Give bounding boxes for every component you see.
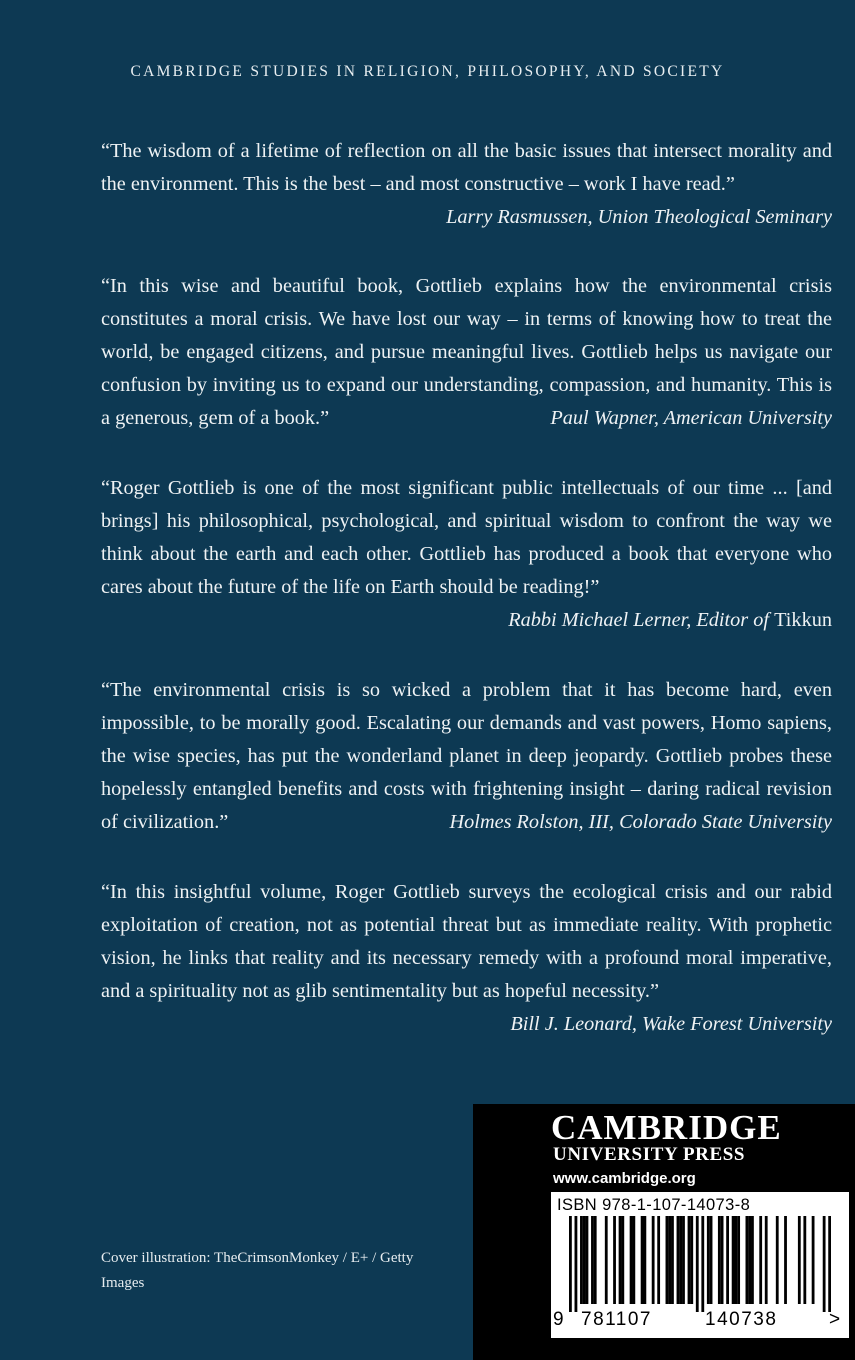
- barcode-digit-first: 9: [553, 1309, 566, 1330]
- blurb-attribution: Paul Wapner, American University: [550, 406, 832, 429]
- barcode-bar: [823, 1216, 826, 1312]
- blurb: [101, 270, 832, 434]
- barcode-bar: [643, 1216, 646, 1304]
- barcode-bar: [734, 1216, 737, 1304]
- blurb-attribution: Larry Rasmussen, Union Theological Seminary: [446, 205, 832, 228]
- barcode-bar: [707, 1216, 710, 1304]
- barcode-bar: [668, 1216, 671, 1304]
- barcode-bar: [765, 1216, 768, 1304]
- barcode-block: [551, 1192, 849, 1338]
- series-title: CAMBRIDGE STUDIES IN RELIGION, PHILOSOPHY, AND SOCIETY: [130, 63, 725, 80]
- barcode: [569, 1216, 831, 1312]
- barcode-digit-group-right: 140738: [705, 1309, 778, 1330]
- blurb: [101, 876, 832, 1040]
- barcode-bar: [580, 1216, 583, 1304]
- barcode-bar: [732, 1216, 735, 1304]
- barcode-bar: [718, 1216, 721, 1304]
- barcode-bar: [812, 1216, 815, 1304]
- barcode-bar: [710, 1216, 713, 1304]
- barcode-bar: [679, 1216, 682, 1304]
- blurb: [101, 135, 832, 233]
- blurb-quote: “In this wise and beautiful book, Gottlieb explains how the environmental crisis constitutes a moral crisis. We have lost our way – in terms of knowing how to treat the world, be engaged citizens, and pursue meaningful lives. Gottlieb helps us navigate our confusion by inviting us to expand our understanding, compassion, and humanity. This is a generous, gem of a book.” Paul Wapner, American University: [101, 270, 832, 434]
- barcode-bar: [641, 1216, 644, 1304]
- publisher-url: www.cambridge.org: [553, 1170, 696, 1187]
- barcode-bar: [569, 1216, 572, 1312]
- barcode-bar: [688, 1216, 691, 1304]
- barcode-bar: [657, 1216, 660, 1304]
- barcode-bar: [605, 1216, 608, 1304]
- blurb-quote: “The environmental crisis is so wicked a problem that it has become hard, even impossible, to be morally good. Escalating our demands and vast powers, Homo sapiens, the wise species, has put the wonderland planet in deep jeopardy. Gottlieb probes these hopelessly entangled benefits and costs with frightening insight – daring radical revision of civilization.” Holmes Rolston, III, Colorado State University: [101, 674, 832, 838]
- barcode-bar: [776, 1216, 779, 1304]
- barcode-bar: [666, 1216, 669, 1304]
- barcode-bar: [696, 1216, 699, 1312]
- publisher-name: CAMBRIDGE: [551, 1108, 782, 1147]
- barcode-bar: [798, 1216, 801, 1304]
- barcode-bar: [591, 1216, 594, 1304]
- barcode-bar: [619, 1216, 622, 1304]
- barcode-bar: [701, 1216, 704, 1312]
- barcode-bar: [746, 1216, 749, 1304]
- blurbs: [101, 135, 832, 1078]
- barcode-bar: [759, 1216, 762, 1304]
- barcode-bar: [784, 1216, 787, 1304]
- isbn-label: ISBN 978-1-107-14073-8: [557, 1196, 751, 1214]
- barcode-bar: [671, 1216, 674, 1304]
- barcode-bar: [721, 1216, 724, 1304]
- blurb-quote: “The wisdom of a lifetime of reflection on all the basic issues that intersect morality and the environment. This is the best – and most constructive – work I have read.”: [101, 140, 832, 195]
- barcode-bar: [682, 1216, 685, 1304]
- barcode-bar: [575, 1216, 578, 1312]
- barcode-bar: [828, 1216, 831, 1312]
- cover-credit: Cover illustration: TheCrimsonMonkey / E+ / Getty Images: [101, 1250, 414, 1291]
- barcode-bar: [583, 1216, 586, 1304]
- blurb-quote: “In this insightful volume, Roger Gottlieb surveys the ecological crisis and our rabid exploitation of creation, not as potential threat but as immediate reality. With prophetic vision, he links that reality and its necessary remedy with a profound moral imperative, and a spirituality not as glib sentimentality but as hopeful necessity.”: [101, 881, 832, 1002]
- barcode-arrow: >: [829, 1309, 842, 1330]
- barcode-bar: [621, 1216, 624, 1304]
- publication-title: Tikkun: [774, 608, 832, 631]
- barcode-bar: [803, 1216, 806, 1304]
- publisher-block: [473, 1104, 855, 1360]
- publisher-press: UNIVERSITY PRESS: [553, 1144, 746, 1165]
- blurb-attribution: Holmes Rolston, III, Colorado State University: [449, 810, 832, 833]
- barcode-bar: [737, 1216, 740, 1304]
- blurb: [101, 674, 832, 838]
- barcode-bar: [748, 1216, 751, 1304]
- barcode-bar: [751, 1216, 754, 1304]
- barcode-bar: [726, 1216, 729, 1304]
- barcode-bar: [632, 1216, 635, 1304]
- barcode-bar: [613, 1216, 616, 1304]
- blurb-quote: “Roger Gottlieb is one of the most significant public intellectuals of our time ... [and brings] his philosophical, psychological, and spiritual wisdom to confront the way we think about the earth and each other. Gottlieb has produced a book that everyone who cares about the future of the life on Earth should be reading!”: [101, 477, 832, 598]
- blurb: [101, 472, 832, 636]
- barcode-bar: [586, 1216, 589, 1304]
- barcode-bar: [677, 1216, 680, 1304]
- blurb-attribution: Rabbi Michael Lerner, Editor of Tikkun: [508, 608, 832, 631]
- barcode-bar: [594, 1216, 597, 1304]
- barcode-bar: [630, 1216, 633, 1304]
- barcode-bar: [690, 1216, 693, 1304]
- barcode-digit-group-left: 781107: [581, 1309, 652, 1330]
- barcode-bar: [652, 1216, 655, 1304]
- blurb-attribution: Bill J. Leonard, Wake Forest University: [510, 1012, 832, 1035]
